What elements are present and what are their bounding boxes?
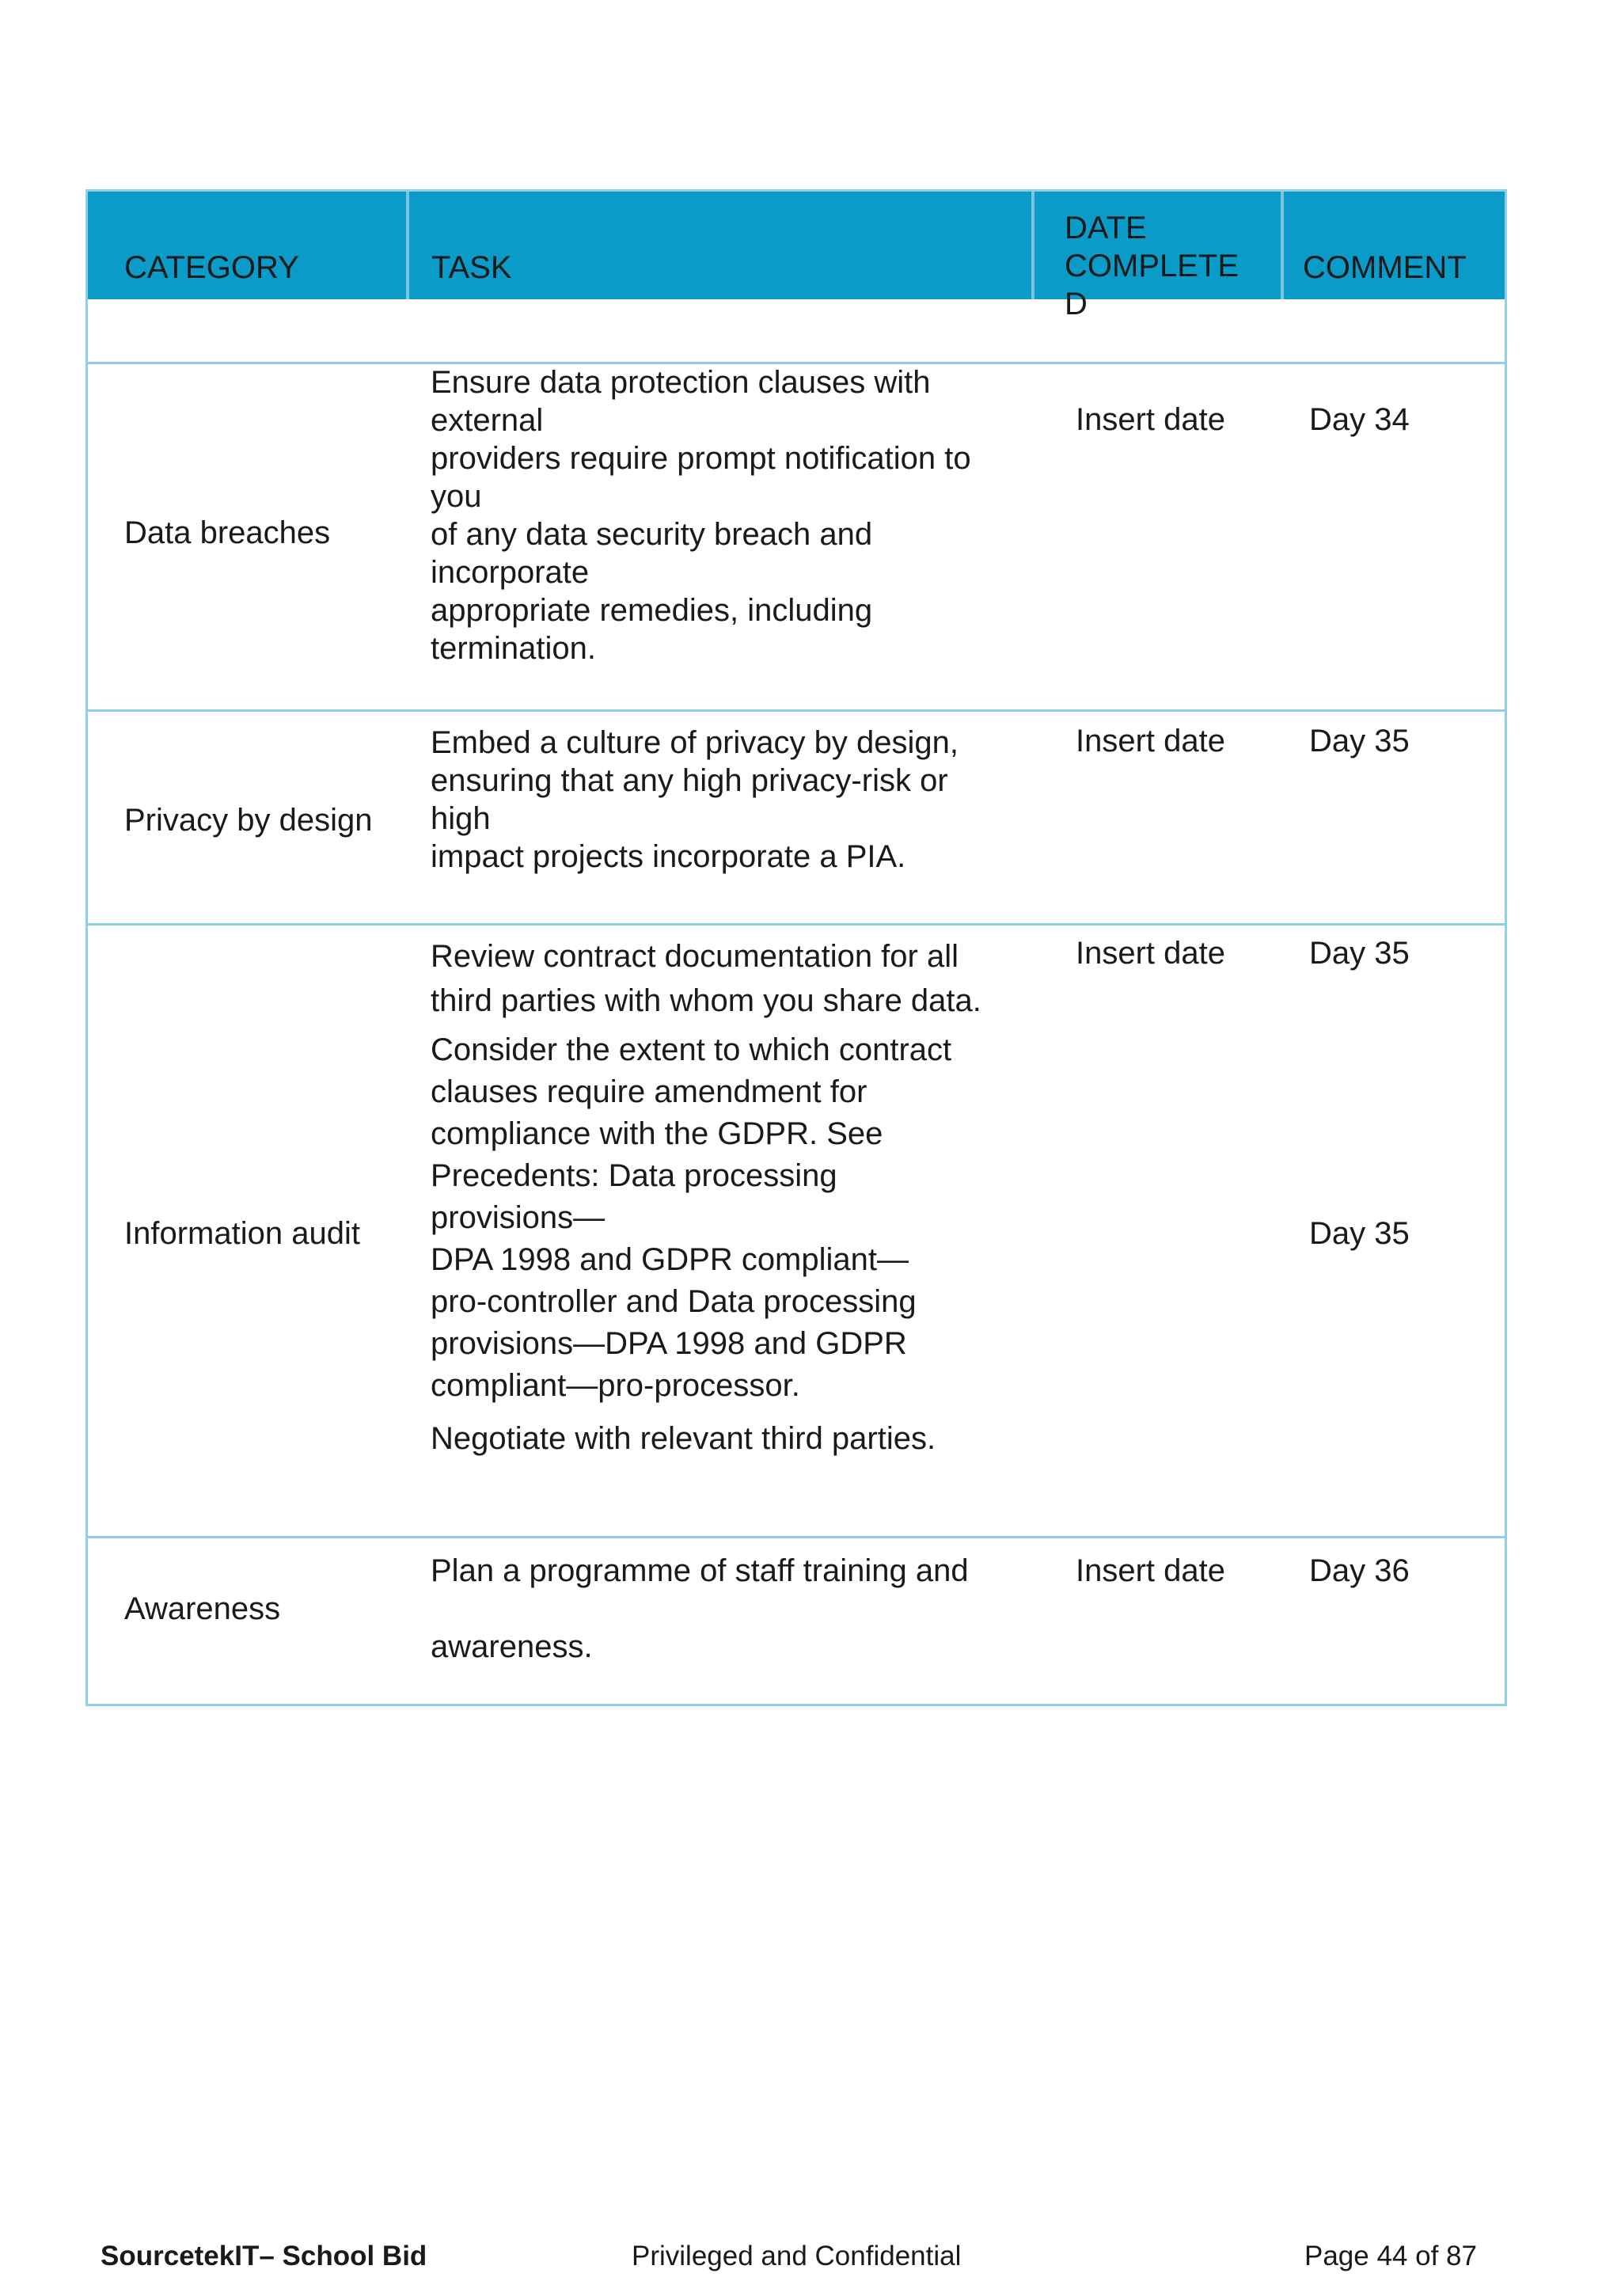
column-divider bbox=[406, 192, 409, 299]
row-date: Insert date bbox=[1076, 402, 1226, 437]
row-divider bbox=[88, 1536, 1505, 1538]
column-divider bbox=[1281, 192, 1284, 299]
row-task-line: Plan a programme of staff training and bbox=[431, 1553, 969, 1588]
row-divider bbox=[88, 709, 1505, 712]
row-category: Privacy by design bbox=[124, 803, 373, 838]
footer-page-number: Page 44 of 87 bbox=[1304, 2241, 1477, 2271]
header-comment bbox=[1281, 192, 1509, 299]
row-date: Insert date bbox=[1076, 724, 1226, 758]
row-task: Embed a culture of privacy by design, ensuring that any high privacy-risk or high impact projects incorporate a PIA. bbox=[431, 725, 959, 874]
row-task: Ensure data protection clauses with external providers require prompt notification to you of any data security breach and incorporate appropriate remedies, including termination. bbox=[431, 365, 971, 666]
row-comment: Day 35 bbox=[1309, 724, 1410, 758]
header-category-label: CATEGORY bbox=[124, 250, 299, 285]
table-header-row bbox=[88, 192, 1505, 321]
row-comment: Day 35 bbox=[1309, 936, 1410, 971]
header-date-completed bbox=[1031, 192, 1281, 321]
task-paragraph: Negotiate with relevant third parties. bbox=[431, 1421, 936, 1456]
row-task bbox=[431, 934, 1032, 1458]
header-date-label: DATE COMPLETE D bbox=[1065, 211, 1239, 321]
row-task-line: awareness. bbox=[431, 1629, 593, 1664]
row-category: Information audit bbox=[124, 1216, 360, 1251]
header-comment-label: COMMENT bbox=[1303, 250, 1467, 285]
task-paragraph: Consider the extent to which contract clauses require amendment for compliance with the GDPR. See Precedents: Data processing provisions— DPA 1998 and GDPR compliant— pro-controller and Data processing provisions—DPA 1998 and GDPR compliant—pro-processor. bbox=[431, 1032, 952, 1403]
row-category: Awareness bbox=[124, 1591, 281, 1626]
header-task-label: TASK bbox=[431, 250, 512, 285]
header-category bbox=[88, 192, 406, 299]
row-comment: Day 34 bbox=[1309, 402, 1410, 437]
task-paragraph: Review contract documentation for all third parties with whom you share data. bbox=[431, 939, 981, 1018]
row-category: Data breaches bbox=[124, 515, 331, 550]
row-comment-secondary: Day 35 bbox=[1309, 1216, 1410, 1251]
header-task bbox=[406, 192, 1031, 299]
row-date: Insert date bbox=[1076, 1553, 1226, 1588]
footer-confidentiality: Privileged and Confidential bbox=[632, 2241, 962, 2271]
footer-document-title: SourcetekIT– School Bid bbox=[101, 2241, 427, 2271]
row-date: Insert date bbox=[1076, 936, 1226, 971]
row-divider bbox=[88, 923, 1505, 926]
column-divider bbox=[1031, 192, 1034, 299]
row-comment: Day 36 bbox=[1309, 1553, 1410, 1588]
task-table bbox=[85, 189, 1507, 1706]
